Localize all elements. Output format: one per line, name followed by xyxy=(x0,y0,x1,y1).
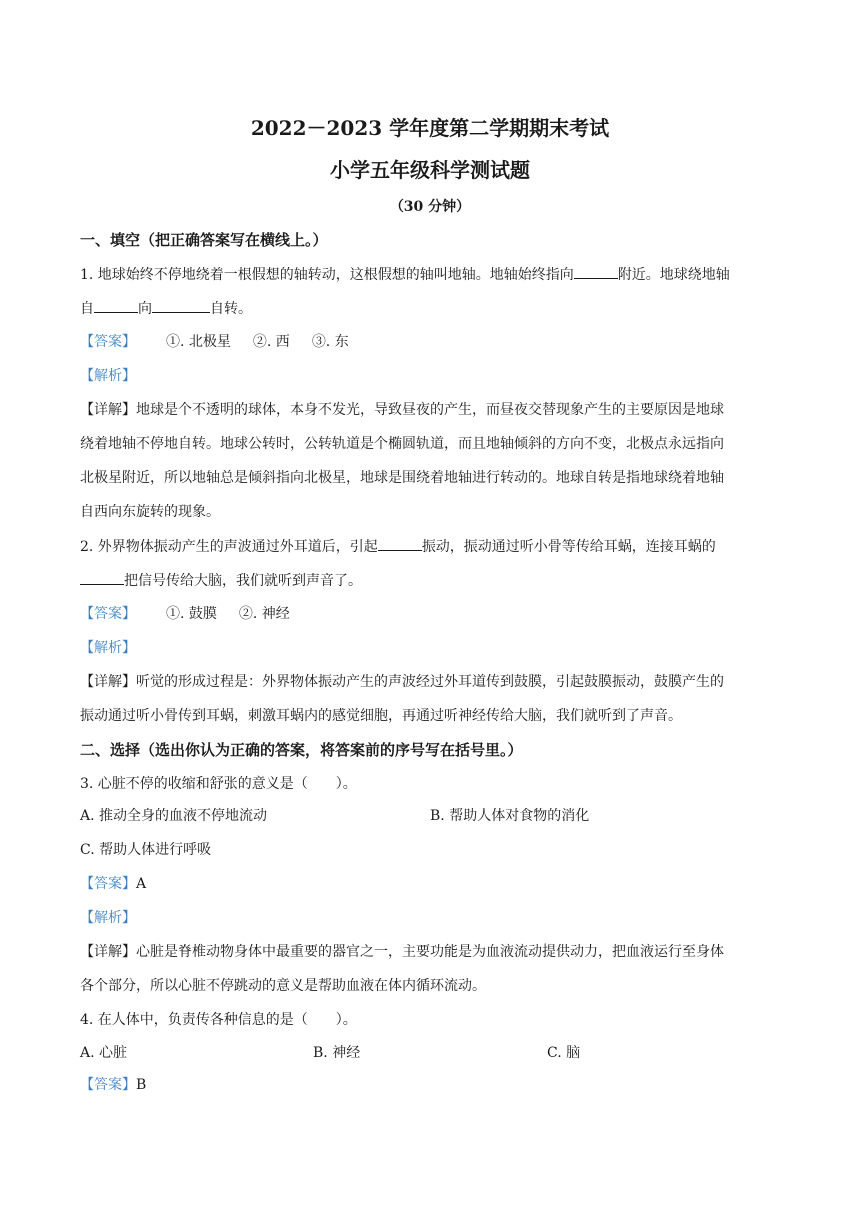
q1-blank-3 xyxy=(152,298,210,313)
q2-answer-1: ①. 鼓膜 xyxy=(166,606,217,622)
q2-answer-2: ②. 神经 xyxy=(238,606,290,622)
exam-title: 2022－2023 学年度第二学期期末考试 xyxy=(250,116,610,140)
q2-detail-text-1: 听觉的形成过程是：外界物体振动产生的声波经过外耳道传到鼓膜，引起鼓膜振动，鼓膜产生的 xyxy=(136,674,724,690)
q1-answer xyxy=(80,332,780,352)
q2-analysis-tag: 【解析】 xyxy=(80,640,136,656)
q1-detail-line-4: 自西向东旋转的现象。 xyxy=(80,504,220,520)
q4-option-a: A. 心脏 xyxy=(80,1045,128,1061)
q3-analysis-tag: 【解析】 xyxy=(80,910,136,926)
q2-answer xyxy=(80,604,780,624)
q3-answer-value: A xyxy=(136,876,147,892)
q4-option-c: C. 脑 xyxy=(547,1045,581,1061)
q2-text-a: 2. 外界物体振动产生的声波通过外耳道后，引起 xyxy=(80,539,378,555)
exam-subtitle: 小学五年级科学测试题 xyxy=(330,158,530,182)
q2-text-b: 振动，振动通过听小骨等传给耳蜗，连接耳蜗的 xyxy=(421,539,716,555)
q1-detail-text-1: 地球是个不透明的球体，本身不发光，导致昼夜的产生，而昼夜交替现象产生的主要原因是地球 xyxy=(136,402,724,418)
q1-detail-line-3: 北极星附近，所以地轴总是倾斜指向北极星，地球是围绕着地轴进行转动的。地球自转是指地球绕着地轴 xyxy=(80,470,724,486)
section-2-heading: 二、选择（选出你认为正确的答案，将答案前的序号写在括号里。） xyxy=(80,741,523,759)
q2-blank-2 xyxy=(80,570,124,585)
detail-tag: 【详解】 xyxy=(80,944,136,960)
q1-answer-1: ①. 北极星 xyxy=(166,334,231,350)
q1-answer-2: ②. 西 xyxy=(252,334,290,350)
detail-tag: 【详解】 xyxy=(80,674,136,690)
q2-stem-line-2 xyxy=(80,570,780,591)
section-1-heading: 一、填空（把正确答案写在横线上。） xyxy=(80,231,328,249)
q3-stem: 3. 心脏不停的收缩和舒张的意义是（ ）。 xyxy=(80,776,357,792)
answer-tag: 【答案】 xyxy=(80,334,136,350)
q3-option-b: B. 帮助人体对食物的消化 xyxy=(430,808,590,824)
q3-detail-line-1 xyxy=(80,942,780,962)
q1-blank-1 xyxy=(574,264,618,279)
answer-tag: 【答案】 xyxy=(80,606,136,622)
q2-stem-line-1 xyxy=(80,536,780,557)
q3-option-c: C. 帮助人体进行呼吸 xyxy=(80,842,212,858)
q1-detail-line-1 xyxy=(80,400,780,420)
q4-answer xyxy=(80,1075,780,1095)
q1-stem-line-1 xyxy=(80,264,780,285)
q3-detail-line-2: 各个部分，所以心脏不停跳动的意义是帮助血液在体内循环流动。 xyxy=(80,978,486,994)
q1-text-c: 自 xyxy=(80,301,94,317)
q1-text-a: 1. 地球始终不停地绕着一根假想的轴转动，这根假想的轴叫地轴。地轴始终指向 xyxy=(80,267,574,283)
q2-blank-1 xyxy=(378,536,422,551)
q3-detail-text-1: 心脏是脊椎动物身体中最重要的器官之一，主要功能是为血液流动提供动力，把血液运行至身体 xyxy=(136,944,724,960)
q1-detail-line-2: 绕着地轴不停地自转。地球公转时，公转轨道是个椭圆轨道，而且地轴倾斜的方向不变，北极点永远指向 xyxy=(80,436,724,452)
q4-stem: 4. 在人体中，负责传各种信息的是（ ）。 xyxy=(80,1012,357,1028)
answer-tag: 【答案】 xyxy=(80,876,136,892)
q1-blank-2 xyxy=(94,298,138,313)
q3-answer xyxy=(80,874,780,894)
q1-text-d: 向 xyxy=(138,301,152,317)
q4-answer-value: B xyxy=(136,1077,147,1093)
q3-option-a: A. 推动全身的血液不停地流动 xyxy=(80,808,268,824)
exam-duration: （30 分钟） xyxy=(389,199,471,215)
q1-answer-3: ③. 东 xyxy=(311,334,349,350)
q1-text-e: 自转。 xyxy=(210,301,252,317)
q2-detail-line-2: 振动通过听小骨传到耳蜗，刺激耳蜗内的感觉细胞，再通过听神经传给大脑，我们就听到了声音。 xyxy=(80,708,682,724)
q2-detail-line-1 xyxy=(80,672,780,692)
answer-tag: 【答案】 xyxy=(80,1077,136,1093)
q1-stem-line-2 xyxy=(80,298,780,319)
detail-tag: 【详解】 xyxy=(80,402,136,418)
q1-analysis-tag: 【解析】 xyxy=(80,368,136,384)
q1-text-b: 附近。地球绕地轴 xyxy=(617,267,730,283)
q4-option-b: B. 神经 xyxy=(313,1045,361,1061)
q2-text-c: 把信号传给大脑，我们就听到声音了。 xyxy=(124,573,362,589)
